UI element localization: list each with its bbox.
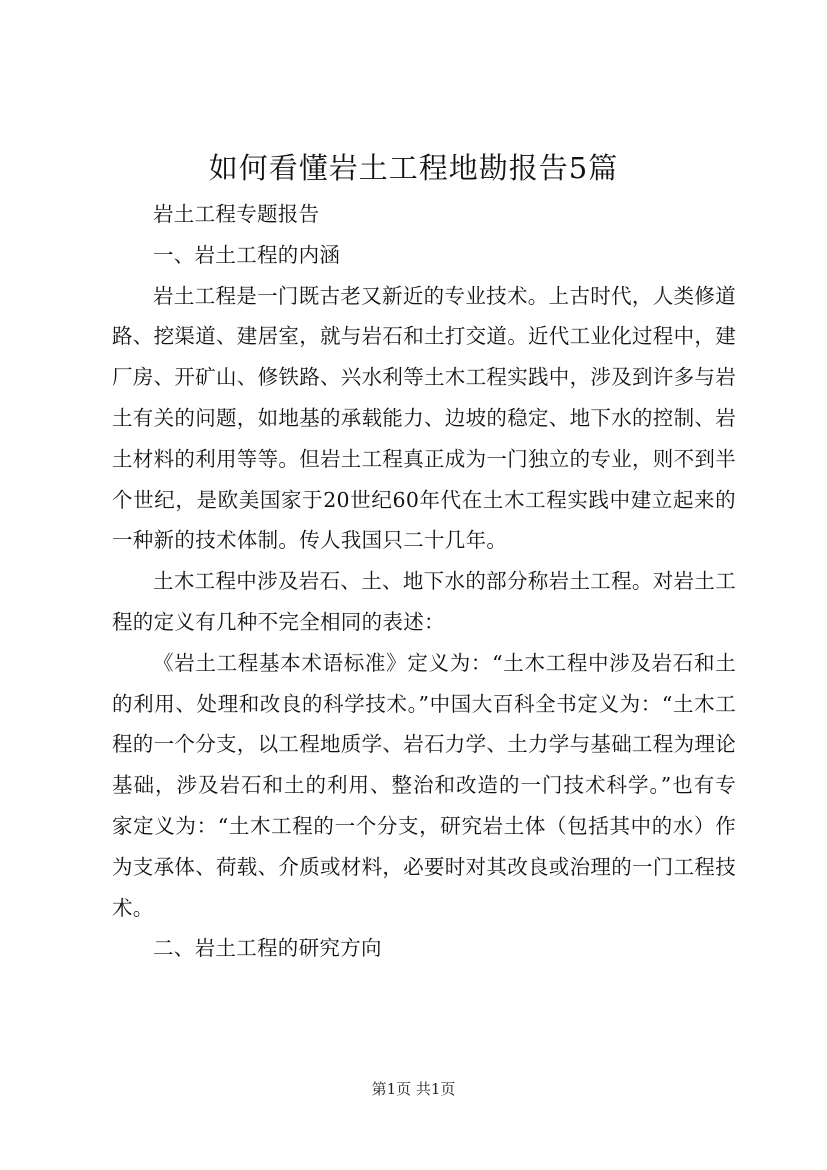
- paragraph-definition-lead: 土木工程中涉及岩石、土、地下水的部分称岩土工程。对岩土工程的定义有几种不完全相同的表述：: [112, 569, 736, 634]
- page-footer: 第1页 共1页: [371, 1080, 456, 1098]
- section-heading-1: 一、岩土工程的内涵: [153, 242, 341, 267]
- paragraph-intro: 岩土工程是一门既古老又新近的专业技术。上古时代，人类修道路、挖渠道、建居室，就与岩石和土打交道。近代工业化过程中，建厂房、开矿山、修铁路、兴水利等土木工程实践中，涉及到许多与岩土有关的问题，如地基的承载能力、边坡的稳定、地下水的控制、岩土材料的利用等等。但岩土工程真正成为一门独立的专业，则不到半个世纪，是欧美国家于20世纪60年代在土木工程实践中建立起来的一种新的技术体制。传人我国只二十几年。: [112, 283, 736, 553]
- paragraph-definitions: 《岩土工程基本术语标准》定义为：“土木工程中涉及岩石和土的利用、处理和改良的科学技术。”中国大百科全书定义为：“土木工程的一个分支，以工程地质学、岩石力学、土力学与基础工程为理论基础，涉及岩石和土的利用、整治和改造的一门技术科学。”也有专家定义为：“土木工程的一个分支，研究岩土体（包括其中的水）作为支承体、荷载、介质或材料，必要时对其改良或治理的一门工程技术。: [112, 650, 736, 920]
- paragraph-report-name: 岩土工程专题报告: [153, 202, 320, 226]
- document-title: 如何看懂岩土工程地勘报告5篇: [208, 151, 619, 185]
- document-body: [112, 194, 736, 969]
- section-heading-2: 二、岩土工程的研究方向: [153, 936, 382, 961]
